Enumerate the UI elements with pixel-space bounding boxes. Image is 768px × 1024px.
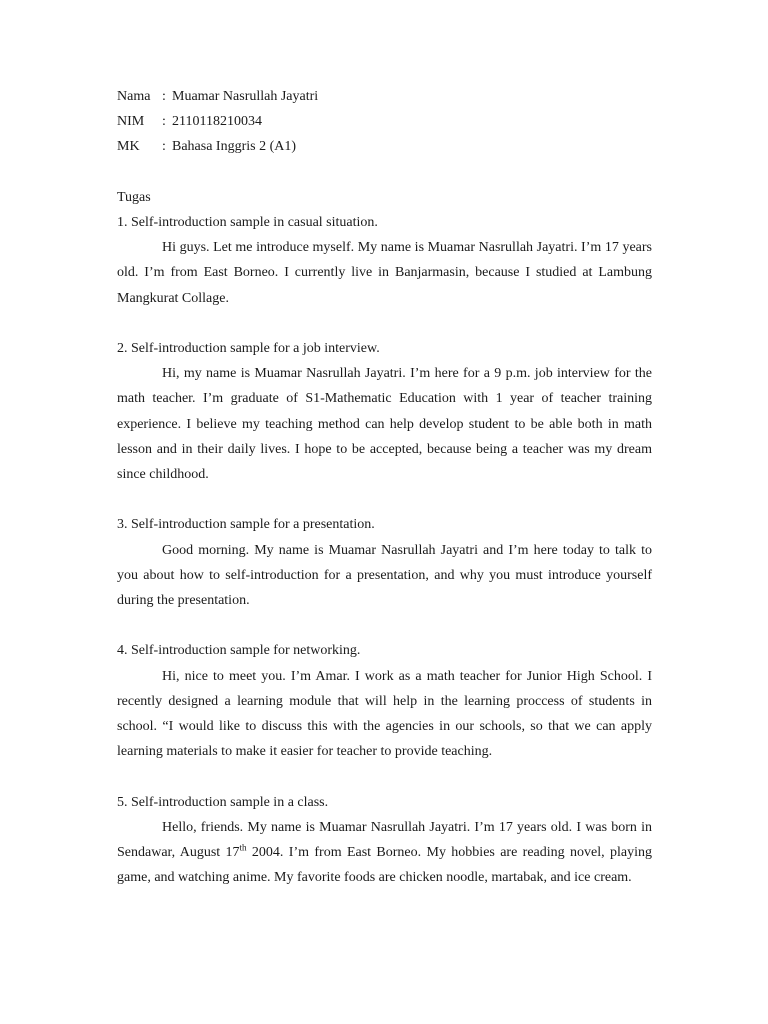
- spacer: [117, 764, 652, 789]
- header-value: 2110118210034: [172, 114, 262, 130]
- spacer: [117, 311, 652, 336]
- spacer: [117, 160, 652, 185]
- section-body: Good morning. My name is Muamar Nasrullah Jayatri and I’m here today to talk to you about how to self-introduction for a presentation, and why you must introduce yourself during the presentation.: [117, 542, 652, 608]
- spacer: [117, 613, 652, 638]
- header-separator: :: [162, 114, 166, 130]
- section-heading: 3. Self-introduction sample for a presentation.: [117, 517, 375, 533]
- section-4: [117, 638, 652, 764]
- section-5: [117, 790, 652, 891]
- section-body: Hi, nice to meet you. I’m Amar. I work as a math teacher for Junior High School. I recently designed a learning module that will help in the learning proccess of students in school. “I would like to discuss this with the agencies in our schools, so that we can apply learning materials to make it easier for teacher to provide teaching.: [117, 668, 652, 760]
- header-key: NIM: [117, 114, 145, 130]
- section-heading: 2. Self-introduction sample for a job interview.: [117, 340, 380, 356]
- header-key: Nama: [117, 89, 151, 104]
- section-heading: 4. Self-introduction sample for networking.: [117, 643, 361, 659]
- section-1: [117, 210, 652, 311]
- section-heading: 5. Self-introduction sample in a class.: [117, 794, 329, 810]
- tugas-label: Tugas: [117, 189, 151, 205]
- section-body: [117, 815, 652, 891]
- body-text: Hello, friends. My name is Muamar Nasrullah Jayatri. I’m 17 years old. I was born in Sendawar, August 17: [117, 819, 652, 860]
- header-value: Muamar Nasrullah Jayatri: [172, 89, 319, 104]
- header-separator: :: [162, 139, 166, 155]
- section-heading: 1. Self-introduction sample in casual situation.: [117, 214, 378, 230]
- body-text: 2004. I’m from East Borneo. My hobbies are reading novel, playing game, and watching anime. My favorite foods are chicken noodle, martabak, and ice cream.: [117, 844, 652, 886]
- ordinal-suffix: th: [239, 842, 247, 853]
- header-row-nim: [117, 109, 652, 134]
- header-row-nama: [117, 84, 652, 109]
- section-3: [117, 512, 652, 613]
- header-key: MK: [117, 139, 140, 155]
- section-body: Hi guys. Let me introduce myself. My name is Muamar Nasrullah Jayatri. I’m 17 years old. I’m from East Borneo. I currently live in Banjarmasin, because I studied at Lambung Mangkurat Collage.: [117, 240, 652, 306]
- header-separator: :: [162, 89, 166, 104]
- header-row-mk: [117, 134, 652, 159]
- document-page: [117, 84, 652, 890]
- spacer: [117, 487, 652, 512]
- header-value: Bahasa Inggris 2 (A1): [172, 139, 297, 155]
- section-body: Hi, my name is Muamar Nasrullah Jayatri. I’m here for a 9 p.m. job interview for the math teacher. I’m graduate of S1-Mathematic Education with 1 year of teacher training experience. I believe my teaching method can help develop student to be able both in math lesson and in their daily lives. I hope to be accepted, because being a teacher was my dream since childhood.: [117, 366, 652, 482]
- section-2: [117, 336, 652, 487]
